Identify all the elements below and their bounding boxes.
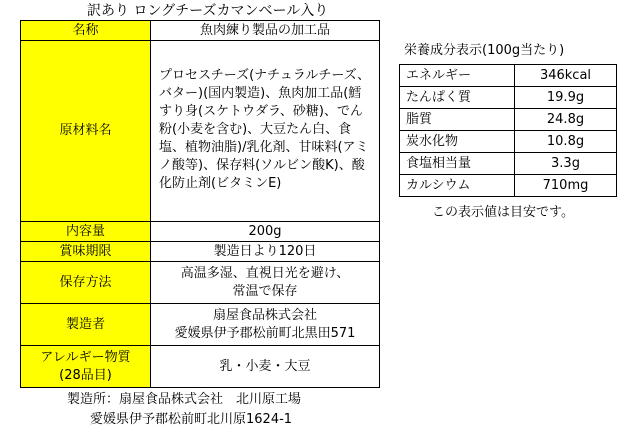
nutrition-title: 栄養成分表示(100g当たり) (404, 43, 565, 58)
manufacturer-name: 扇屋食品株式会社 (212, 307, 317, 323)
nutrient-value: 710mg (515, 175, 617, 197)
row-value-net-content: 200g (151, 222, 380, 242)
nutrient-name: 炭水化物 (400, 131, 515, 153)
row-label-ingredients: 原材料名 (21, 41, 151, 222)
row-value-best-before: 製造日より120日 (151, 242, 380, 262)
table-row (21, 304, 380, 346)
row-value-ingredients: プロセスチーズ(ナチュラルチーズ、バター)(国内製造)、魚肉加工品(鱈すり身(スケトウダラ、砂糖)、でん粉(小麦を含む)、大豆たん白、食塩、植物油脂)/乳化剤、甘味料(アミノ酸等)、保存料(ソルビン酸K)、酸化防止剤(ビタミンE) (151, 41, 380, 222)
nutrition-row (400, 175, 617, 197)
row-value-name: 魚肉練り製品の加工品 (151, 21, 380, 41)
row-value-allergens: 乳・小麦・大豆 (151, 346, 380, 388)
nutrient-value: 10.8g (515, 131, 617, 153)
table-row (21, 262, 380, 304)
row-value-storage (151, 262, 380, 304)
nutrient-name: エネルギー (400, 65, 515, 87)
row-label-best-before: 賞味期限 (21, 242, 151, 262)
storage-line-2: 常温で保存 (232, 283, 298, 299)
table-row (21, 41, 380, 222)
row-label-net-content: 内容量 (21, 222, 151, 242)
row-label-manufacturer: 製造者 (21, 304, 151, 346)
row-value-manufacturer (151, 304, 380, 346)
nutrition-row (400, 109, 617, 131)
row-label-name: 名称 (21, 21, 151, 41)
nutrient-name: 食塩相当量 (400, 153, 515, 175)
nutrient-value: 24.8g (515, 109, 617, 131)
nutrient-name: たんぱく質 (400, 87, 515, 109)
allergens-label-line-2: (28品目) (59, 367, 112, 383)
nutrient-value: 346kcal (515, 65, 617, 87)
nutrient-value: 3.3g (515, 153, 617, 175)
nutrition-row (400, 131, 617, 153)
storage-line-1: 高温多湿、直視日光を避け、 (180, 265, 350, 281)
table-row (21, 242, 380, 262)
nutrient-name: カルシウム (400, 175, 515, 197)
table-row (21, 21, 380, 41)
food-label-table (20, 20, 380, 388)
allergens-label-line-1: アレルギー物質 (40, 349, 131, 365)
row-label-storage: 保存方法 (21, 262, 151, 304)
nutrient-name: 脂質 (400, 109, 515, 131)
nutrition-row (400, 153, 617, 175)
nutrient-value: 19.9g (515, 87, 617, 109)
nutrition-note: この表示値は目安です。 (432, 205, 574, 220)
product-heading: 訳あり ロングチーズカマンベール入り (87, 3, 329, 19)
nutrition-row (400, 65, 617, 87)
row-label-allergens (21, 346, 151, 388)
nutrition-row (400, 87, 617, 109)
factory-line: 製造所：扇屋食品株式会社 北川原工場 (67, 392, 302, 407)
table-row (21, 222, 380, 242)
nutrition-table (399, 64, 617, 197)
factory-address: 愛媛県伊予郡松前町北川原1624-1 (90, 412, 293, 427)
manufacturer-address: 愛媛県伊予郡松前町北黒田571 (174, 325, 356, 341)
table-row (21, 346, 380, 388)
